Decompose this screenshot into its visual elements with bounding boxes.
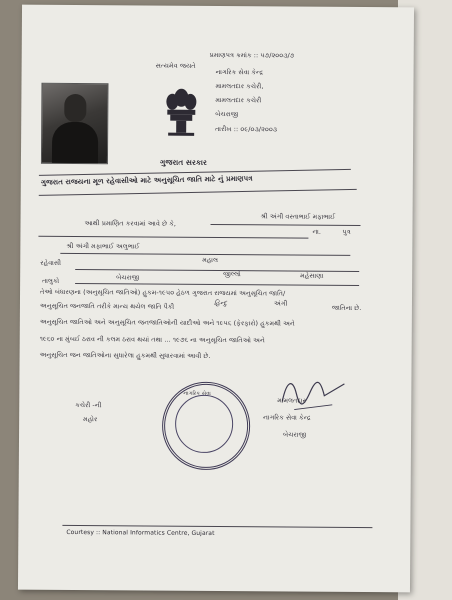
photo-head — [64, 94, 86, 122]
taluka-value: બેચરાજી — [116, 273, 140, 282]
son-label: પુત્ર — [342, 227, 351, 236]
courtesy-rule — [62, 525, 372, 528]
para-line-3: અનુસૂચિત જાતિઓ અને અનુસૂચિત જનજાતિઓની યાદીઓ અને ૧૯૫૬ (ફેરફારો) હુકમથી અને — [39, 317, 295, 328]
district-label: જીલ્લો — [223, 270, 241, 279]
government-title: ગુજરાત સરકાર — [159, 157, 208, 167]
para-line-2a: અનુસૂચિત જનજાતિ તરીકે માન્ય થયેલ જાતિ પૈકી — [39, 301, 175, 311]
signature-mark — [274, 371, 349, 417]
photo-body — [52, 122, 98, 163]
title-rule-bottom — [39, 189, 357, 196]
office-seal-label-1: કચેરી -ની — [75, 401, 102, 410]
holder-name-line — [211, 224, 361, 226]
applicant-photo — [41, 83, 109, 164]
office-stamp — [162, 382, 251, 471]
para-line-2b: જાતિના છે. — [331, 303, 362, 313]
stamp-text: નાગરિક સેવા — [183, 390, 211, 397]
office-stamp-inner — [175, 395, 233, 453]
resident-label: રહેવાસી — [40, 258, 62, 267]
signatory-office: નાગરિક સેવા કેન્દ્ર — [263, 413, 311, 422]
emblem-motto: સત્યમેવ જયતે — [155, 61, 196, 70]
caste-value: અંગી — [273, 299, 288, 308]
religion-value: હિન્દુ — [213, 298, 228, 308]
office-line-4: બેચરાજી — [215, 109, 239, 119]
courtesy-note: Courtesy :: National Informatics Centre, Gujarat — [66, 528, 215, 537]
office-line-2: મામલતદાર કચેરી, — [215, 81, 264, 91]
national-emblem-icon — [161, 86, 201, 146]
issue-date: તારીખ :: ૦૯/૦૩/૨૦૦૩ — [215, 124, 278, 134]
signatory-place: બેચરાજી — [283, 430, 307, 439]
para-line-5: અનુસૂચિત જન જાતિઓના સુધારેલા હુકમથી સુધારવામાં આવી છે. — [39, 350, 211, 360]
para-line-4: ૧૯૬૦ ના મુંબઈ ઠરાવ ની કલમ ઠરાવ થયાં તથા ... ૧૯૭૬ ના અનુસૂચિત જાતિઓ અને — [39, 334, 265, 345]
holder-name: શ્રી અંગી વસ્તાભાઈ મફાભાઈ — [260, 212, 336, 221]
place-label: મહાલ — [202, 255, 219, 265]
taluka-label: તાલુકો — [42, 276, 60, 285]
father-name: શ્રી અંગી મફાભાઈ અલુભાઈ — [66, 241, 140, 251]
taluka-line — [75, 283, 359, 286]
office-seal-label-2: મહોર — [83, 415, 98, 424]
office-line-3: મામલતદાર કચેરી — [215, 95, 262, 105]
name-suffix: ના. — [312, 227, 322, 236]
certificate-number: પ્રમાણપત્ર ક્રમાંક :: ૫૭/૨૦૦૩/૭ — [209, 50, 295, 60]
certificate-page — [18, 5, 414, 593]
signatory-title: મામલતદાર — [277, 396, 307, 405]
office-line-1: નાગરિક સેવા કેન્દ્ર — [215, 67, 264, 77]
district-value: મહેસાણા — [300, 271, 324, 280]
line-2 — [38, 236, 308, 239]
certify-intro: આથી પ્રમાણિત કરવામાં આવે છે કે, — [84, 219, 177, 228]
para-line-1: તેઓ બંધારણના (અનુસૂચિત જાતિઓ) હુકમ-૧૯૫૦ હેઠળ ગુજરાત રાજયમાં અનુસૂચિત જાતિ/ — [40, 287, 286, 298]
certificate-title: ગુજરાત રાજયના મૂળ રહેવાસીઓ માટે અનુસૂચિત જાતિ માટે નું પ્રમાણપત્ર — [40, 174, 253, 187]
